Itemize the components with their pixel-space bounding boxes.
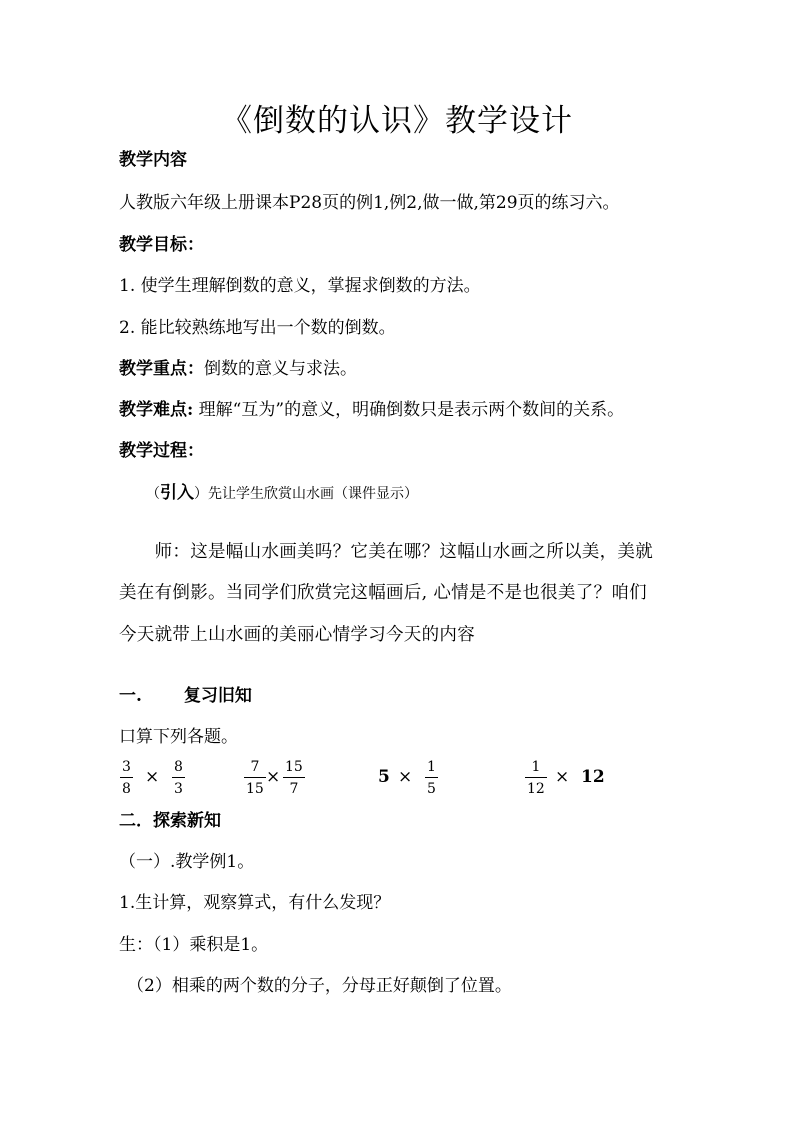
keypoint-line [119,361,357,378]
intro-open-paren: （ [146,486,160,502]
numerator: 7 [250,759,260,775]
denominator: 12 [527,781,545,797]
fraction-3-8 [120,760,133,796]
intro-text: 先让学生欣赏山水画（课件显示） [208,486,418,502]
intro-word: 引入 [160,483,194,503]
multiply-sign: × [398,767,413,787]
student-answer-1: 生：（1）乘积是1。 [119,935,269,955]
numerator: 1 [531,759,541,775]
numerator: 8 [174,759,183,775]
intro-line [146,485,418,502]
review-heading-number: 一. [119,686,142,706]
fraction-1-12 [525,760,547,796]
difficulty-line [119,402,624,419]
review-instruction: 口算下列各题。 [119,727,238,747]
page-title: 《倒数的认识》教学设计 [221,103,573,139]
review-heading [119,688,252,705]
denominator: 8 [122,781,131,797]
multiply-sign: × [555,767,570,787]
whole-number-5: 5 [378,767,390,787]
goal-item-2: 2. 能比较熟练地写出一个数的倒数。 [119,318,396,338]
difficulty-text: 理解“互为”的意义，明确倒数只是表示两个数间的关系。 [193,400,625,420]
teacher-line-1: 师：这是幅山水画美吗？它美在哪？这幅山水画之所以美，美就 [119,542,653,562]
keypoint-label: 教学重点： [119,359,204,379]
fraction-15-7 [283,760,305,796]
explore-sub1: （一）.教学例1。 [119,852,255,872]
whole-number-12: 12 [581,767,605,787]
keypoint-text: 倒数的意义与求法。 [204,359,357,379]
difficulty-label: 教学难点: [119,400,194,420]
fraction-8-3 [172,760,185,796]
goals-heading: 教学目标： [119,235,204,255]
multiply-sign: × [145,767,160,787]
numerator: 15 [285,759,303,775]
denominator: 15 [246,781,264,797]
multiply-sign: × [266,767,281,787]
teacher-line-3: 今天就带上山水画的美丽心情学习今天的内容 [119,625,475,645]
explore-heading: 二．探索新知 [119,811,221,831]
fraction-7-15 [244,760,266,796]
numerator: 1 [427,759,436,775]
fraction-1-5 [425,760,438,796]
teacher-line-2: 美在有倒影。当同学们欣赏完这幅画后, 心情是不是也很美了？咱们 [119,583,647,603]
process-heading: 教学过程： [119,441,204,461]
denominator: 5 [427,781,436,797]
review-heading-text: 复习旧知 [183,686,252,706]
denominator: 7 [289,781,299,797]
goal-item-1: 1. 使学生理解倒数的意义，掌握求倒数的方法。 [119,276,481,296]
content-heading: 教学内容 [119,150,187,170]
numerator: 3 [122,759,131,775]
denominator: 3 [174,781,183,797]
intro-close-paren: ） [194,486,208,502]
content-text: 人教版六年级上册课本P28页的例1,例2,做一做,第29页的练习六。 [119,193,620,213]
explore-step1: 1.生计算，观察算式，有什么发现？ [119,893,391,913]
student-answer-2: （2）相乘的两个数的分子，分母正好颠倒了位置。 [127,976,512,996]
